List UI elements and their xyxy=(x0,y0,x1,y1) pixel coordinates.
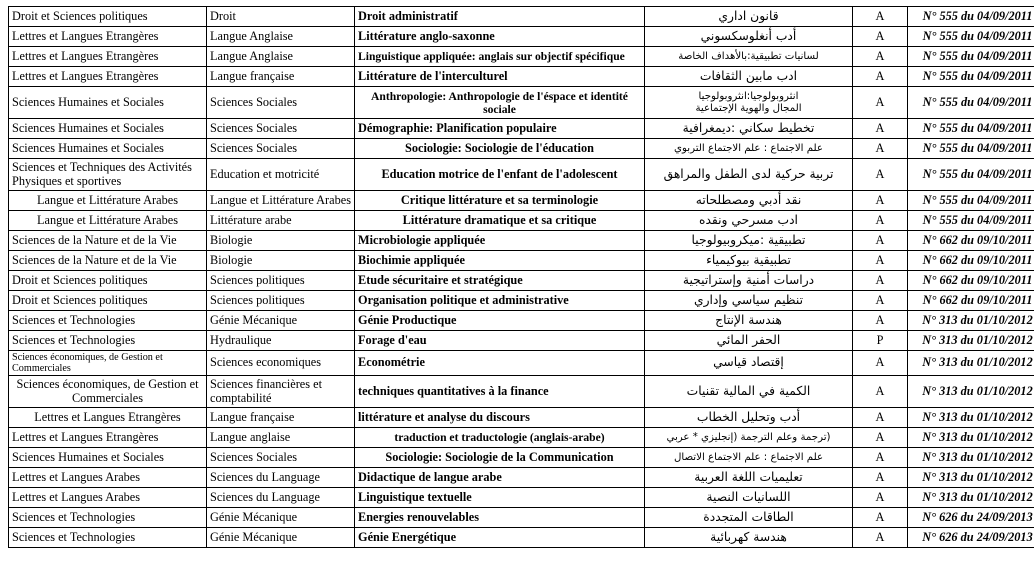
cell-domain: Droit et Sciences politiques xyxy=(9,271,207,291)
cell-type-flag: A xyxy=(853,291,908,311)
cell-filiere: Sciences financières et comptabilité xyxy=(207,376,355,408)
cell-type-flag: A xyxy=(853,376,908,408)
table-row xyxy=(9,448,1034,468)
table-row xyxy=(9,7,1034,27)
cell-type-flag: A xyxy=(853,67,908,87)
table-row xyxy=(9,488,1034,508)
cell-speciality-ar: تنظيم سياسي وإداري xyxy=(645,291,853,311)
cell-reference: N° 555 du 04/09/2011 xyxy=(908,87,1034,119)
cell-type-flag: A xyxy=(853,47,908,67)
cell-speciality-ar: تطبيقية :ميكروبيولوجيا xyxy=(645,231,853,251)
cell-filiere: Langue française xyxy=(207,408,355,428)
cell-reference: N° 555 du 04/09/2011 xyxy=(908,119,1034,139)
cell-speciality-ar: علم الاجتماع : علم الاجتماع التربوي xyxy=(645,139,853,159)
cell-filiere: Sciences politiques xyxy=(207,271,355,291)
table-row xyxy=(9,191,1034,211)
table-row xyxy=(9,428,1034,448)
table-row xyxy=(9,508,1034,528)
cell-domain: Droit et Sciences politiques xyxy=(9,291,207,311)
cell-speciality-fr: Energies renouvelables xyxy=(355,508,645,528)
cell-domain: Sciences Humaines et Sociales xyxy=(9,87,207,119)
cell-speciality-fr: Littérature de l'interculturel xyxy=(355,67,645,87)
cell-domain: Sciences et Techniques des Activités Physiques et sportives xyxy=(9,159,207,191)
cell-speciality-ar: هندسة كهربائية xyxy=(645,528,853,548)
table-row xyxy=(9,251,1034,271)
document-page xyxy=(0,6,1034,576)
cell-filiere: Sciences Sociales xyxy=(207,139,355,159)
cell-filiere: Education et motricité xyxy=(207,159,355,191)
cell-type-flag: A xyxy=(853,448,908,468)
cell-filiere: Langue Anglaise xyxy=(207,27,355,47)
cell-type-flag: A xyxy=(853,139,908,159)
cell-filiere: Langue française xyxy=(207,67,355,87)
cell-type-flag: A xyxy=(853,488,908,508)
cell-reference: N° 555 du 04/09/2011 xyxy=(908,27,1034,47)
cell-domain: Sciences Humaines et Sociales xyxy=(9,139,207,159)
cell-domain: Lettres et Langues Etrangères xyxy=(9,47,207,67)
cell-reference: N° 555 du 04/09/2011 xyxy=(908,67,1034,87)
cell-domain: Sciences Humaines et Sociales xyxy=(9,448,207,468)
cell-speciality-ar: تخطيط سكاني :ديمغرافية xyxy=(645,119,853,139)
cell-speciality-ar-line1: انثروبولوجيا:انثروبولوجيا xyxy=(648,91,849,102)
cell-speciality-ar-line2: المجال والهوية الإجتماعية xyxy=(648,103,849,114)
cell-domain: Droit et Sciences politiques xyxy=(9,7,207,27)
cell-speciality-fr: Econométrie xyxy=(355,351,645,376)
table-row xyxy=(9,231,1034,251)
cell-speciality-ar: ادب مابين الثقافات xyxy=(645,67,853,87)
cell-speciality-ar: لسانيات تطبيقية:بالأهداف الخاصة xyxy=(645,47,853,67)
cell-reference: N° 313 du 01/10/2012 xyxy=(908,376,1034,408)
cell-reference: N° 555 du 04/09/2011 xyxy=(908,47,1034,67)
cell-filiere: Sciences economiques xyxy=(207,351,355,376)
table-row xyxy=(9,119,1034,139)
cell-speciality-fr: traduction et traductologie (anglais-arabe) xyxy=(355,428,645,448)
cell-filiere: Génie Mécanique xyxy=(207,311,355,331)
cell-type-flag: A xyxy=(853,231,908,251)
table-row xyxy=(9,211,1034,231)
cell-domain: Sciences économiques, de Gestion et Commerciales xyxy=(9,351,207,376)
table-row xyxy=(9,528,1034,548)
cell-speciality-ar: (ترجمة وعلم الترجمة (إنجليزي * عربي xyxy=(645,428,853,448)
cell-domain: Lettres et Langues Etrangères xyxy=(9,27,207,47)
cell-reference: N° 555 du 04/09/2011 xyxy=(908,139,1034,159)
table-row xyxy=(9,67,1034,87)
cell-speciality-ar: أدب وتحليل الخطاب xyxy=(645,408,853,428)
table-row xyxy=(9,159,1034,191)
cell-speciality-fr: Microbiologie appliquée xyxy=(355,231,645,251)
cell-speciality-fr: Sociologie: Sociologie de la Communication xyxy=(355,448,645,468)
cell-type-flag: A xyxy=(853,528,908,548)
cell-speciality-fr: Littérature dramatique et sa critique xyxy=(355,211,645,231)
cell-domain: Lettres et Langues Etrangères xyxy=(9,67,207,87)
cell-speciality-ar: ادب مسرحي ونقده xyxy=(645,211,853,231)
cell-speciality-ar: الطاقات المتجددة xyxy=(645,508,853,528)
cell-reference: N° 662 du 09/10/2011 xyxy=(908,271,1034,291)
cell-type-flag: A xyxy=(853,211,908,231)
cell-reference: N° 662 du 09/10/2011 xyxy=(908,231,1034,251)
cell-domain: Langue et Littérature Arabes xyxy=(9,191,207,211)
cell-domain: Sciences et Technologies xyxy=(9,311,207,331)
cell-speciality-ar: دراسات أمنية وإستراتيجية xyxy=(645,271,853,291)
cell-reference: N° 555 du 04/09/2011 xyxy=(908,191,1034,211)
cell-reference: N° 662 du 09/10/2011 xyxy=(908,251,1034,271)
cell-type-flag: A xyxy=(853,119,908,139)
cell-speciality-fr: Littérature anglo-saxonne xyxy=(355,27,645,47)
cell-domain: Sciences et Technologies xyxy=(9,528,207,548)
cell-filiere: Langue et Littérature Arabes xyxy=(207,191,355,211)
table-row xyxy=(9,351,1034,376)
cell-speciality-fr: Education motrice de l'enfant de l'adolescent xyxy=(355,159,645,191)
cell-reference: N° 555 du 04/09/2011 xyxy=(908,211,1034,231)
cell-speciality-fr: Anthropologie: Anthropologie de l'éspace et identité sociale xyxy=(355,87,645,119)
cell-speciality-ar: علم الاجتماع : علم الاجتماع الاتصال xyxy=(645,448,853,468)
cell-reference: N° 626 du 24/09/2013 xyxy=(908,528,1034,548)
cell-type-flag: P xyxy=(853,331,908,351)
table-row xyxy=(9,139,1034,159)
table-row xyxy=(9,291,1034,311)
cell-reference: N° 313 du 01/10/2012 xyxy=(908,488,1034,508)
table-row xyxy=(9,311,1034,331)
cell-type-flag: A xyxy=(853,351,908,376)
cell-reference: N° 313 du 01/10/2012 xyxy=(908,408,1034,428)
cell-filiere: Génie Mécanique xyxy=(207,508,355,528)
cell-type-flag: A xyxy=(853,7,908,27)
cell-speciality-ar: تطبيقية بيوكيمياء xyxy=(645,251,853,271)
cell-type-flag: A xyxy=(853,191,908,211)
table-row xyxy=(9,87,1034,119)
table-row xyxy=(9,331,1034,351)
cell-speciality-fr: Démographie: Planification populaire xyxy=(355,119,645,139)
cell-reference: N° 626 du 24/09/2013 xyxy=(908,508,1034,528)
cell-domain: Sciences de la Nature et de la Vie xyxy=(9,231,207,251)
cell-domain: Langue et Littérature Arabes xyxy=(9,211,207,231)
cell-domain: Sciences et Technologies xyxy=(9,331,207,351)
cell-speciality-fr: techniques quantitatives à la finance xyxy=(355,376,645,408)
cell-filiere: Sciences du Language xyxy=(207,468,355,488)
cell-filiere: Littérature arabe xyxy=(207,211,355,231)
cell-speciality-ar: نقد أدبي ومصطلحاته xyxy=(645,191,853,211)
cell-speciality-ar: قانون اداري xyxy=(645,7,853,27)
cell-domain: Sciences Humaines et Sociales xyxy=(9,119,207,139)
cell-speciality-ar: تربية حركية لدى الطفل والمراهق xyxy=(645,159,853,191)
cell-speciality-fr: Linguistique textuelle xyxy=(355,488,645,508)
cell-type-flag: A xyxy=(853,408,908,428)
cell-speciality-ar: هندسة الإنتاج xyxy=(645,311,853,331)
cell-filiere: Sciences politiques xyxy=(207,291,355,311)
cell-filiere: Langue anglaise xyxy=(207,428,355,448)
table-row xyxy=(9,27,1034,47)
cell-filiere: Biologie xyxy=(207,251,355,271)
cell-reference: N° 313 du 01/10/2012 xyxy=(908,331,1034,351)
cell-speciality-fr: Forage d'eau xyxy=(355,331,645,351)
specialities-table xyxy=(8,6,1034,548)
cell-domain: Lettres et Langues Etrangères xyxy=(9,428,207,448)
cell-speciality-fr: Organisation politique et administrative xyxy=(355,291,645,311)
cell-speciality-fr: Génie Productique xyxy=(355,311,645,331)
cell-filiere: Droit xyxy=(207,7,355,27)
cell-speciality-ar xyxy=(645,87,853,119)
cell-reference: N° 313 du 01/10/2012 xyxy=(908,351,1034,376)
cell-reference: N° 313 du 01/10/2012 xyxy=(908,428,1034,448)
cell-reference: N° 313 du 01/10/2012 xyxy=(908,468,1034,488)
cell-domain: Sciences et Technologies xyxy=(9,508,207,528)
cell-filiere: Sciences Sociales xyxy=(207,87,355,119)
cell-reference: N° 662 du 09/10/2011 xyxy=(908,291,1034,311)
cell-speciality-ar: تعليميات اللغة العربية xyxy=(645,468,853,488)
cell-filiere: Sciences Sociales xyxy=(207,119,355,139)
cell-speciality-ar: إقتصاد قياسي xyxy=(645,351,853,376)
cell-speciality-fr: Biochimie appliquée xyxy=(355,251,645,271)
cell-reference: N° 555 du 04/09/2011 xyxy=(908,7,1034,27)
cell-type-flag: A xyxy=(853,271,908,291)
cell-filiere: Biologie xyxy=(207,231,355,251)
cell-type-flag: A xyxy=(853,87,908,119)
table-row xyxy=(9,376,1034,408)
cell-filiere: Sciences Sociales xyxy=(207,448,355,468)
table-body xyxy=(9,7,1034,548)
cell-type-flag: A xyxy=(853,159,908,191)
cell-speciality-fr: littérature et analyse du discours xyxy=(355,408,645,428)
cell-speciality-ar: اللسانيات النصية xyxy=(645,488,853,508)
table-row xyxy=(9,408,1034,428)
cell-type-flag: A xyxy=(853,251,908,271)
cell-speciality-fr: Critique littérature et sa terminologie xyxy=(355,191,645,211)
cell-speciality-fr: Etude sécuritaire et stratégique xyxy=(355,271,645,291)
cell-speciality-fr: Linguistique appliquée: anglais sur objectif spécifique xyxy=(355,47,645,67)
cell-speciality-fr: Sociologie: Sociologie de l'éducation xyxy=(355,139,645,159)
cell-type-flag: A xyxy=(853,428,908,448)
cell-speciality-ar: الحفر المائي xyxy=(645,331,853,351)
cell-domain: Lettres et Langues Arabes xyxy=(9,468,207,488)
cell-reference: N° 555 du 04/09/2011 xyxy=(908,159,1034,191)
cell-speciality-ar: أدب أنغلوسكسوني xyxy=(645,27,853,47)
cell-filiere: Sciences du Language xyxy=(207,488,355,508)
cell-filiere: Hydraulique xyxy=(207,331,355,351)
cell-speciality-fr: Didactique de langue arabe xyxy=(355,468,645,488)
cell-type-flag: A xyxy=(853,311,908,331)
table-row xyxy=(9,468,1034,488)
cell-speciality-fr: Droit administratif xyxy=(355,7,645,27)
cell-speciality-fr: Génie Energétique xyxy=(355,528,645,548)
table-row xyxy=(9,271,1034,291)
cell-reference: N° 313 du 01/10/2012 xyxy=(908,448,1034,468)
cell-filiere: Langue Anglaise xyxy=(207,47,355,67)
table-row xyxy=(9,47,1034,67)
cell-type-flag: A xyxy=(853,508,908,528)
cell-filiere: Génie Mécanique xyxy=(207,528,355,548)
cell-speciality-ar: الكمية في المالية تقنيات xyxy=(645,376,853,408)
cell-domain: Lettres et Langues Etrangères xyxy=(9,408,207,428)
cell-type-flag: A xyxy=(853,27,908,47)
cell-type-flag: A xyxy=(853,468,908,488)
cell-domain: Sciences économiques, de Gestion et Commerciales xyxy=(9,376,207,408)
cell-domain: Lettres et Langues Arabes xyxy=(9,488,207,508)
cell-reference: N° 313 du 01/10/2012 xyxy=(908,311,1034,331)
cell-domain: Sciences de la Nature et de la Vie xyxy=(9,251,207,271)
